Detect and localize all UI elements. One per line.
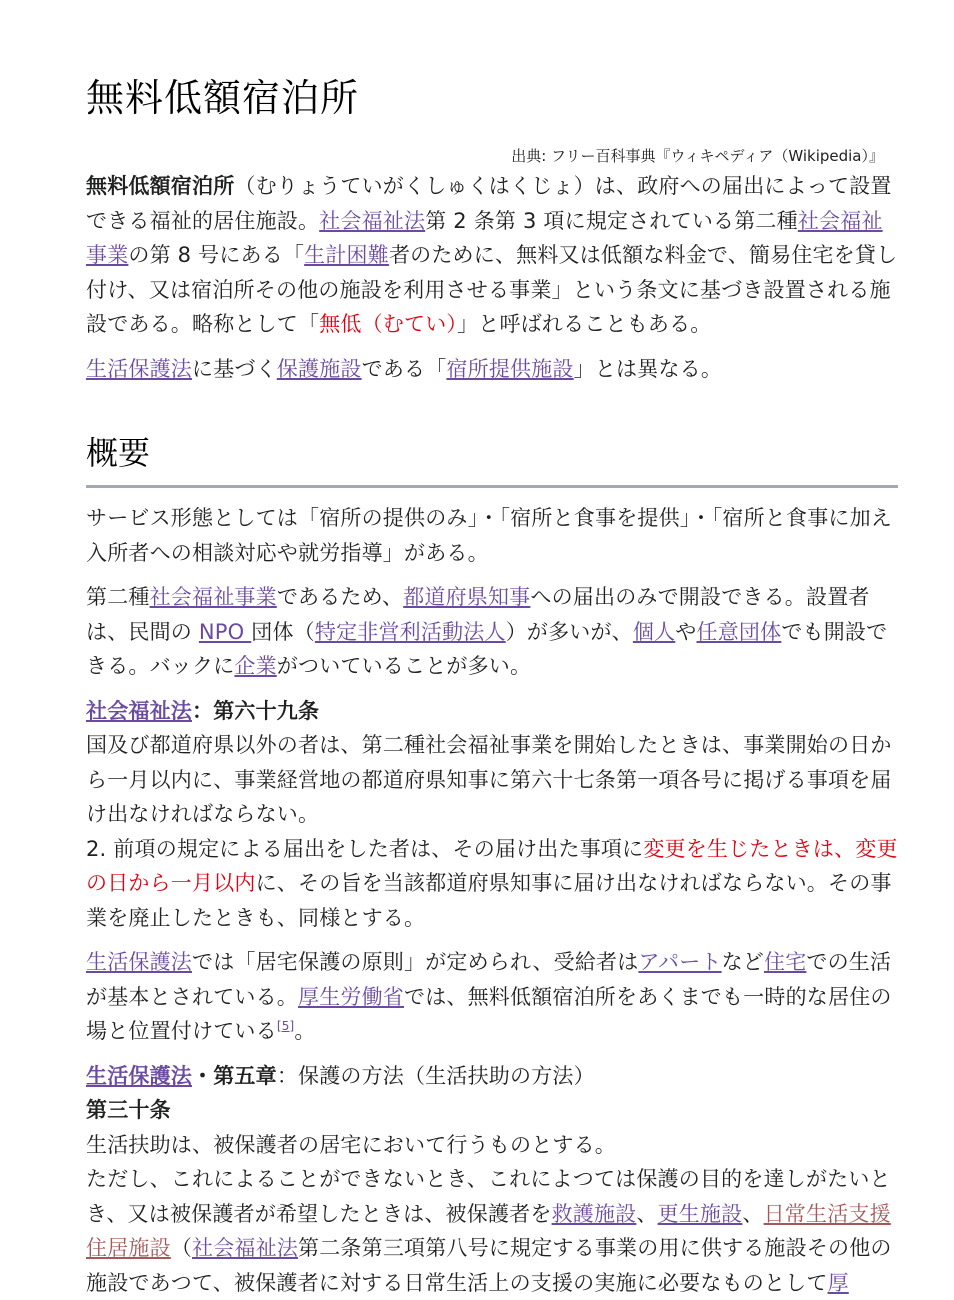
section-heading-overview: 概要 <box>86 433 898 488</box>
ov2-text-4: 団体（ <box>251 620 315 644</box>
law1-heading-text: ：第六十九条 <box>192 699 319 723</box>
note-text-1: に基づく <box>192 357 277 381</box>
ov2-text-5: ）が多いが、 <box>506 620 633 644</box>
law2-body-2a: ただし、これによることができないとき、これによつては保護の目的を達しがたいとき、又は被保護者が希望したときは、被保護者を <box>86 1167 891 1226</box>
law2-sep-2: 、 <box>742 1202 763 1226</box>
law2-body-2c: 第二条第三項第八号に規定する事業の用に供する施設その他の施設であつて、被保護者に対する日常生活上の支援の実施に必要なものとして <box>86 1236 892 1295</box>
law1-body-2 <box>86 832 898 936</box>
link-social-welfare-business[interactable]: 社会福祉事業 <box>86 209 883 268</box>
reference-5 <box>277 1019 295 1033</box>
distinction-paragraph <box>86 352 898 387</box>
pr-text-3: での生活が基本とされている。 <box>86 950 891 1009</box>
link-specified-npo[interactable]: 特定非営利活動法人 <box>315 620 506 644</box>
law2-heading-rest: ：保護の方法（生活扶助の方法） <box>277 1064 595 1088</box>
link-livelihood-hardship[interactable]: 生計困難 <box>304 243 389 267</box>
intro-term: 無料低額宿泊所 <box>86 174 234 198</box>
link-company[interactable]: 企業 <box>234 654 276 678</box>
ov2-text-1: 第二種 <box>86 585 150 609</box>
link-apartment[interactable]: アパート <box>638 950 721 974</box>
law2-body-1: 生活扶助は、被保護者の居宅において行うものとする。 <box>86 1128 898 1163</box>
law2-heading <box>86 1059 898 1094</box>
link-social-welfare-act-2[interactable]: 社会福祉法 <box>86 699 192 723</box>
intro-text-5: 」と呼ばれることもある。 <box>457 312 711 336</box>
law2-article <box>86 1093 898 1128</box>
link-public-assistance-act-2[interactable]: 生活保護法 <box>86 950 192 974</box>
pr-text-2: など <box>722 950 764 974</box>
ov2-text-6: や <box>675 620 696 644</box>
overview-paragraph-1: サービス形態としては「宿所の提供のみ」・「宿所と食事を提供」・「宿所と食事に加え入所者への相談対応や就労指導」がある。 <box>86 501 898 570</box>
intro-text-4: 者のために、無料又は低額な料金で、簡易住宅を貸し付け、又は宿泊所その他の施設を利用させる事業」という条文に基づき設置される施設である。略称として「 <box>86 243 897 336</box>
intro-paragraph <box>86 169 898 342</box>
link-mhlw-2[interactable]: 厚 <box>828 1271 849 1295</box>
pr-text-5: 。 <box>294 1019 315 1043</box>
link-social-welfare-business-2[interactable]: 社会福祉事業 <box>150 585 277 609</box>
law2-sep-1: 、 <box>636 1202 657 1226</box>
link-npo[interactable]: NPO <box>199 620 251 644</box>
source-attribution: 出典: フリー百科事典『ウィキペディア（Wikipedia）』 <box>86 146 898 166</box>
note-text-3: 」とは異なる。 <box>574 357 722 381</box>
article <box>86 64 898 1300</box>
principle-paragraph <box>86 945 898 1049</box>
ov2-text-2: であるため、 <box>277 585 403 609</box>
reference-link-5[interactable]: [5] <box>277 1019 295 1033</box>
link-rehabilitation-facility[interactable]: 更生施設 <box>658 1202 743 1226</box>
link-public-assistance-act[interactable]: 生活保護法 <box>86 357 192 381</box>
intro-text-2: 第 2 条第 3 項に規定されている第二種 <box>425 209 798 233</box>
link-voluntary-group[interactable]: 任意団体 <box>697 620 782 644</box>
law1-body-2b: に、その旨を当該都道府県知事に届け出なければならない。その事業を廃止したときも、同様とする。 <box>86 871 892 930</box>
link-social-welfare-act[interactable]: 社会福祉法 <box>319 209 425 233</box>
ov2-text-8: がついていることが多い。 <box>277 654 531 678</box>
note-text-2: である「 <box>362 357 447 381</box>
law-quote-article-69 <box>86 694 898 936</box>
link-prefectural-governor[interactable]: 都道府県知事 <box>403 585 530 609</box>
law-quote-article-30 <box>86 1059 898 1300</box>
law2-heading-chapter: ・第五章 <box>192 1064 277 1088</box>
link-individual[interactable]: 個人 <box>633 620 675 644</box>
law2-body-2b: （ <box>171 1236 192 1260</box>
intro-text-1: （むりょうていがくしゅくはくじょ）は、政府への届出によって設置できる福祉的居住施設。 <box>86 174 892 233</box>
law2-article-title: 第三十条 <box>86 1098 171 1122</box>
law1-body-1: 国及び都道府県以外の者は、第二種社会福祉事業を開始したときは、事業開始の日から一月以内に、事業経営地の都道府県知事に第六十七条第一項各号に掲げる事項を届け出なければならない。 <box>86 728 898 832</box>
law-quote-heading <box>86 694 898 729</box>
link-protective-facility[interactable]: 保護施設 <box>277 357 362 381</box>
link-mhlw[interactable]: 厚生労働省 <box>298 985 404 1009</box>
pr-text-1: では「居宅保護の原則」が定められ、受給者は <box>192 950 638 974</box>
overview-paragraph-2 <box>86 580 898 684</box>
intro-text-3: の第 8 号にある「 <box>128 243 304 267</box>
link-relief-facility[interactable]: 救護施設 <box>552 1202 637 1226</box>
law1-body-2a: 2. 前項の規定による届出をした者は、その届け出た事項に <box>86 837 643 861</box>
intro-abbreviation: 無低（むてい） <box>319 312 457 336</box>
law2-body-2 <box>86 1162 898 1300</box>
pr-text-4: では、無料低額宿泊所をあくまでも一時的な居住の場と位置付けている <box>86 985 892 1044</box>
link-daily-life-support-facility[interactable]: 日常生活支援住居施設 <box>86 1202 891 1261</box>
link-lodging-facility[interactable]: 宿所提供施設 <box>446 357 573 381</box>
ov2-text-3: への届出のみで開設できる。設置者は、民間の <box>86 585 870 644</box>
ov2-text-7: でも開設できる。バックに <box>86 620 887 679</box>
link-social-welfare-act-3[interactable]: 社会福祉法 <box>192 1236 298 1260</box>
link-public-assistance-act-3[interactable]: 生活保護法 <box>86 1064 192 1088</box>
link-housing[interactable]: 住宅 <box>764 950 806 974</box>
law1-body-2-emphasis: 変更を生じたときは、変更の日から一月以内 <box>86 837 898 896</box>
page-title: 無料低額宿泊所 <box>86 64 898 122</box>
